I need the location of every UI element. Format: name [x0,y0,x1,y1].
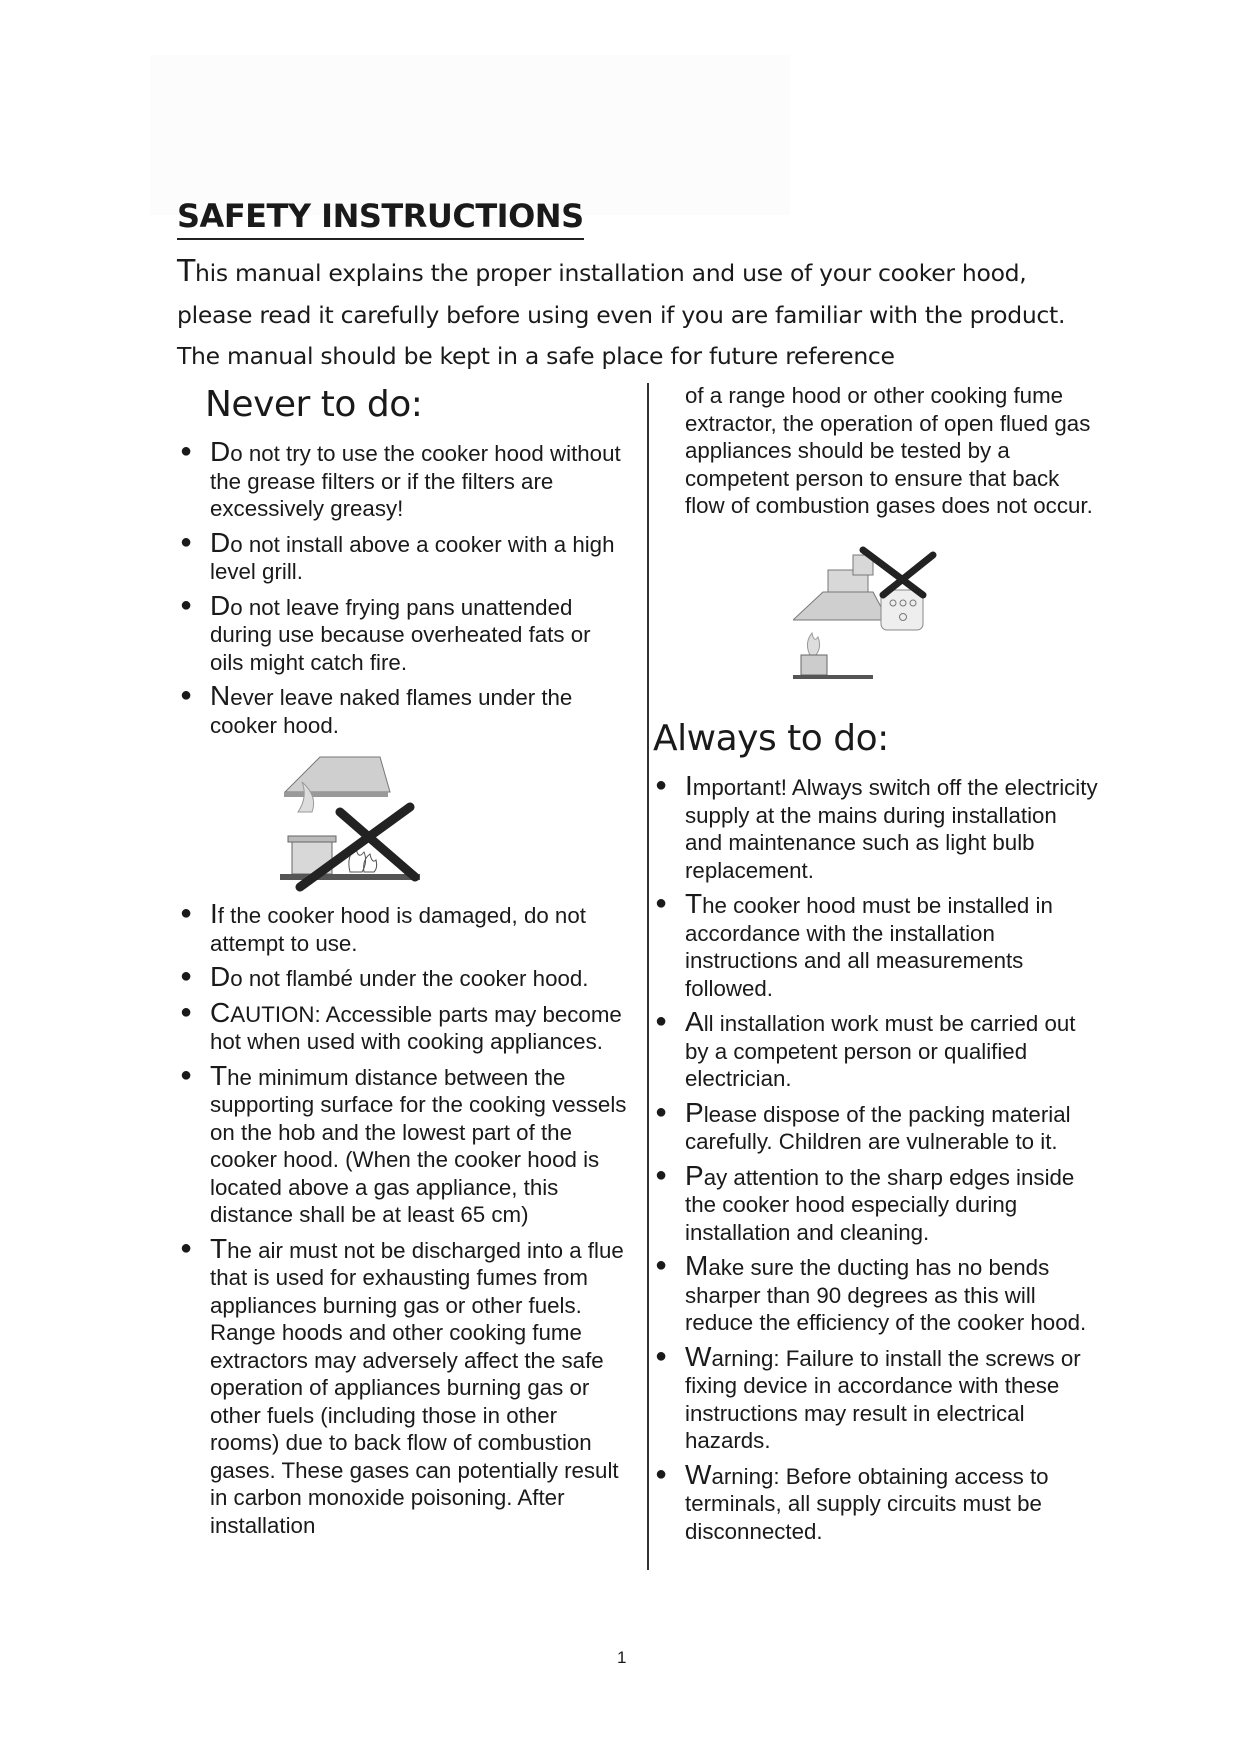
continuation-text: of a range hood or other cooking fume extractor, the operation of open flued gas appliances should be tested by a competent person to ensure that back flow of combustion gases does not occur. [685,383,1093,518]
bullet-icon: ● [655,774,668,796]
bullet-icon: ● [655,892,668,914]
bullet-icon: ● [655,1100,668,1123]
bullet-icon: ● [655,1254,668,1276]
bullet-icon: ● [180,902,193,924]
list-item: ● All installation work must be carried out by a competent person or qualified electrician. [655,1006,1076,1091]
list-item: ● Do not try to use the cooker hood without the grease filters or if the filters are excessively greasy! [180,436,621,521]
list-item: ● Never leave naked flames under the cooker hood. [180,680,573,738]
never-heading: Never to do: [205,384,423,425]
list-item: ● If the cooker hood is damaged, do not attempt to use. [180,898,586,956]
bullet-icon: ● [180,965,193,987]
page-title: SAFETY INSTRUCTIONS [177,196,584,240]
page-number: 1 [617,1648,627,1667]
list-item: ● The air must not be discharged into a flue that is used for exhausting fumes from appliances burning gas or other fuels. Range hoods and other cooking fume extractors may adversely affect the safe operation of appliances burning gas or other fuels (including those in other rooms) due to back flow of combustion gases. These gases can potentially result in carbon monoxide poisoning. After installation [180,1232,624,1538]
intro-line-2: please read it carefully before using even if you are familiar with the product. [177,301,1066,329]
list-item: ● Important! Always switch off the electricity supply at the mains during installation and maintenance such as light bulb replacement. [655,770,1098,883]
intro-line-1: This manual explains the proper installation and use of your cooker hood, [177,254,1027,289]
column-divider [647,383,649,1570]
list-item: ● Warning: Before obtaining access to terminals, all supply circuits must be disconnected. [655,1458,1049,1544]
intro-line-3: The manual should be kept in a safe place for future reference [177,342,895,370]
list-item: ● Make sure the ducting has no bends sharper than 90 degrees as this will reduce the efficiency of the cooker hood. [655,1250,1087,1335]
list-item: ● Do not flambé under the cooker hood. [180,961,589,992]
list-item: ● Please dispose of the packing material carefully. Children are vulnerable to it. [655,1096,1071,1154]
never-list-2 [180,898,629,1545]
bullet-icon: ● [180,1000,193,1023]
bullet-icon: ● [655,1010,668,1032]
always-heading: Always to do: [653,718,889,759]
list-item: ● Warning: Failure to install the screws or fixing device in accordance with these instructions may result in electrical hazards. [655,1340,1081,1453]
gas-appliance-warning-illustration [793,545,943,685]
list-item: ● Do not leave frying pans unattended during use because overheated fats or oils might catch fire. [180,589,591,675]
bullet-icon: ● [180,440,193,462]
bullet-icon: ● [180,593,193,616]
bullet-icon: ● [180,530,193,553]
never-list-1 [180,436,629,745]
list-item: ● Pay attention to the sharp edges inside the cooker hood especially during installation and cleaning. [655,1159,1075,1245]
naked-flame-warning-illustration [280,752,430,897]
scan-shadow [150,55,790,215]
list-item: ● The minimum distance between the supporting surface for the cooking vessels on the hob and the lowest part of the cooker hood. (When the cooker hood is located above a gas appliance, this distance shall be at least 65 cm) [180,1059,627,1227]
bullet-icon: ● [655,1344,668,1367]
list-item: ● CAUTION: Accessible parts may become hot when used with cooking appliances. [180,996,622,1054]
list-item: ● The cooker hood must be installed in accordance with the installation instructions and all measurements followed. [655,888,1053,1001]
always-list [655,770,1099,1551]
bullet-icon: ● [180,1063,193,1086]
bullet-icon: ● [655,1462,668,1485]
list-item: ● Do not install above a cooker with a high level grill. [180,526,615,584]
bullet-icon: ● [180,684,193,706]
bullet-icon: ● [180,1236,193,1259]
bullet-icon: ● [655,1163,668,1186]
